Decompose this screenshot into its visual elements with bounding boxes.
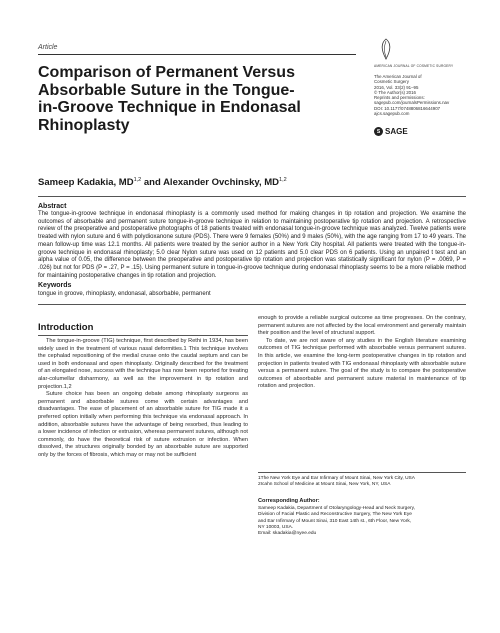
publisher-logo — [374, 127, 408, 136]
abstract-text: The tongue-in-groove technique in endonasal rhinoplasty is a commonly used method for making changes in tip rotation and projection. We examine the outcomes of absorbable and permanent suture tongue-in-groove technique in relation to maintaining postoperative tip rotation and projection. A retrospective review of the preoperative and postoperative photographs of 18 patients treated with endonasal tongue-in-groove technique was analyzed. Twelve patients were treated with nylon suture and 6 with polydioxanone suture (PDS). There were 9 females (50%) and 9 males (50%), with the age ranging from 17 to 49 years. The mean follow-up time was 12.1 months. All patients were treated by the senior author in a New York City hospital. All patients were treated with the tongue-in-groove technique in endonasal rhinoplasty; 5.0 clear Nylon suture was used on 12 patients and 5.0 clear PDS on 6 patients. Using an unpaired t test and an alpha value of 0.05, the difference between the preoperative and postoperative tip rotation and projection was statistically significant for nylon (P = .0069, P = .026) but not for PDS (P = .27, P = .15). Using permanent suture in tongue-in-groove technique during endonasal rhinoplasty seems to be a more reliable method for maintaining postoperative changes in tip rotation and projection. — [38, 211, 466, 279]
body-column-right — [258, 315, 466, 391]
corresponding-line: Division of Facial Plastic and Reconstructive Surgery, The New York Eye — [258, 512, 412, 518]
title-line: Rhinoplasty — [38, 116, 130, 134]
meta-line: Cosmetic Surgery — [374, 79, 409, 85]
corresponding-line: and Ear Infirmary of Mount Sinai, 310 East 14th st., 6th Floor, New York, — [258, 518, 412, 524]
keywords-rule — [38, 304, 466, 305]
corresponding-author-details — [258, 506, 464, 537]
author-line — [38, 177, 287, 188]
corresponding-line: Sameep Kadakia, Department of Otolaryngology-Head and Neck Surgery, — [258, 506, 415, 511]
journal-seal — [374, 38, 466, 69]
affiliations — [258, 476, 466, 488]
body-column-left — [38, 338, 248, 460]
body-paragraph: Suture choice has been an ongoing debate among rhinoplasty surgeons as permanent and absorbable sutures come with certain advantages and disadvantages. The ease of placement of an absorbable suture for TIG made it a preferred option initially when performing this technique via endonasal approach. In addition, absorbable sutures have the advantage of being resorbed, thus leading to a lower incidence of infection or extrusion, whereas permanent sutures, although not commonly, do have the theoretical risk of suture extrusion or infection. When dissolved, the structures originally bonded by an absorbable suture are supported only by the forces of fibrosis, which may or may not be sufficient — [38, 391, 248, 458]
journal-seal-name: AMERICAN JOURNAL OF COSMETIC SURGERY — [374, 64, 454, 68]
section-rule — [38, 335, 248, 336]
journal-meta — [374, 74, 470, 116]
author-conjunction: and — [141, 177, 164, 189]
meta-line: The American Journal of — [374, 74, 422, 79]
author-affiliation-sup: 1,2 — [279, 177, 287, 183]
author-name: Sameep Kadakia, MD — [38, 177, 134, 189]
meta-line: Reprints and permissions: — [374, 95, 425, 101]
meta-line: © The Author(s) 2016 — [374, 89, 416, 95]
meta-line: ajcs.sagepub.com — [374, 111, 410, 117]
meta-line: sagepub.com/journalsPermissions.nav — [374, 100, 450, 106]
section-heading-introduction: Introduction — [38, 322, 94, 333]
keywords-heading: Keywords — [38, 282, 72, 289]
abstract-heading: Abstract — [38, 203, 67, 210]
meta-line: DOI: 10.1177/0748806816644907 — [374, 105, 441, 111]
title-line: Absorbable Suture in the Tongue- — [38, 81, 295, 99]
corresponding-line: NY 10003, USA. — [258, 524, 294, 530]
affiliation-line: 1The New York Eye and Ear Infirmary of Mount Sinai, New York City, USA — [258, 476, 415, 481]
author-affiliation-sup: 1,2 — [133, 177, 142, 183]
body-paragraph: To date, we are not aware of any studies in the English literature examining outcomes of TIG technique performed with absorbable versus permanent sutures. In this article, we examine the long-term postoperative changes in tip rotation and projection in patients treated with TIG endonasal rhinoplasty with absorbable suture versus a permanent suture. The goal of the study is to compare the postoperative outcomes of absorbable and permanent suture material in maintenance of tip rotation and projection. — [258, 337, 466, 390]
abstract-rule — [38, 196, 466, 197]
title-line: in-Groove Technique in Endonasal — [38, 99, 301, 116]
affiliation-line: 2Icahn School of Medicine at Mount Sinai, New York, NY, USA — [258, 482, 391, 488]
keywords-text: tongue in groove, rhinoplasty, endonasal, absorbable, permanent — [38, 291, 211, 297]
article-title — [38, 64, 328, 134]
author-name: Alexander Ovchinsky, MD — [163, 177, 280, 189]
title-line: Comparison of Permanent Versus — [38, 64, 295, 81]
footnote-rule — [258, 472, 466, 473]
publisher-circle-icon: S — [374, 127, 383, 136]
article-type-label: Article — [38, 44, 58, 51]
journal-seal-icon — [378, 38, 394, 60]
corresponding-email: Email: skadakia@nyee.edu — [258, 531, 317, 537]
body-paragraph: The tongue-in-groove (TIG) technique, first described by Rethi in 1934, has been widely used in the treatment of various nasal deformities.1 This technique involves the cephalad repositioning of the medial crurae onto the caudal septum and can be used in both endonasal and open rhinoplasty. Originally described for the treatment of an elongated nose, success with the technique has now been reported for treating alar-columellar disharmony, as well as the improvement in tip rotation and projection.1,2 — [38, 338, 248, 390]
meta-line: 2016, Vol. 33(2) 91–95 — [374, 84, 419, 90]
corresponding-author-heading: Corresponding Author: — [258, 498, 320, 504]
body-paragraph: enough to provide a reliable surgical outcome as time progresses. On the contrary, permanent sutures are not affected by the local environment and generally maintain their position and the level of structural support. — [258, 315, 466, 337]
publisher-name: SAGE — [385, 127, 408, 136]
header-rule — [38, 54, 356, 55]
